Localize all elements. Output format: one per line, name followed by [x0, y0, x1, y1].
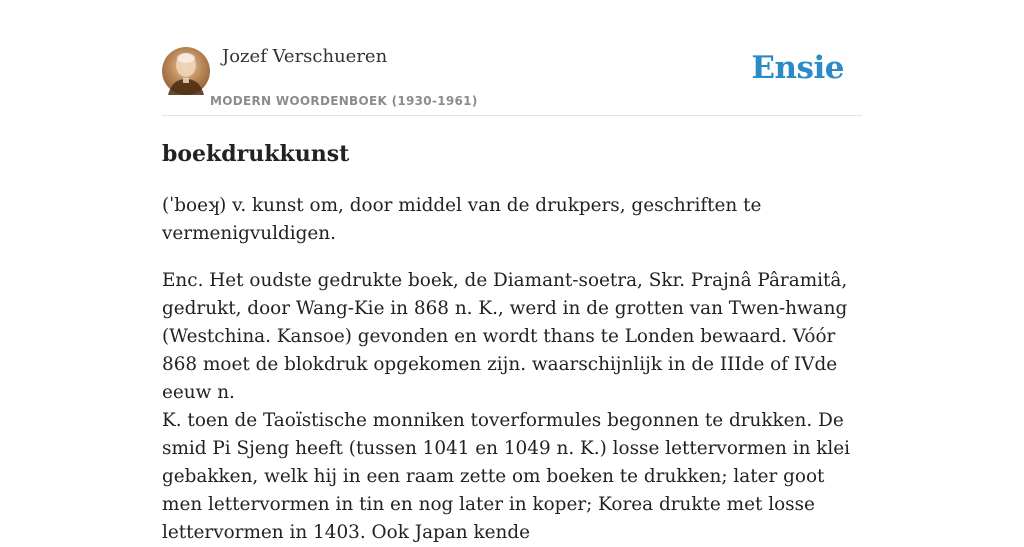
author-avatar[interactable] — [162, 47, 210, 95]
definition-paragraph: (ˈboeʞ) v. kunst om, door middel van de drukpers, geschriften te vermenigvuldigen. — [162, 195, 762, 244]
page — [162, 0, 862, 543]
author-portrait-icon — [162, 47, 210, 95]
encyclopedia-paragraph: Enc. Het oudste gedrukte boek, de Diamant-soetra, Skr. Prajnâ Pâramitâ, gedrukt, door Wang-Kie in 868 n. K., werd in de grotten van Twen-hwang (Westchina. Kansoe) gevonden en wordt thans te Londen bewaard. Vóór 868 moet de blokdruk opgekomen zijn. waarschijnlijk in de IIIde of IVde eeuw n. — [162, 270, 848, 403]
header — [162, 0, 862, 116]
source-label[interactable]: MODERN WOORDENBOEK (1930-1961) — [210, 94, 478, 108]
entry-title: boekdrukkunst — [162, 141, 350, 167]
brand-logo[interactable]: Ensie — [751, 50, 844, 86]
history-paragraph: K. toen de Taoïstische monniken toverformules begonnen te drukken. De smid Pi Sjeng heeft (tussen 1041 en 1049 n. K.) losse lettervormen in klei gebakken, welk hij in een raam zette om boeken te drukken; later goot men lettervormen in tin en nog later in koper; Korea drukte met losse lettervormen in 1403. Ook Japan kende — [162, 410, 851, 543]
author-name[interactable]: Jozef Verschueren — [222, 46, 388, 67]
